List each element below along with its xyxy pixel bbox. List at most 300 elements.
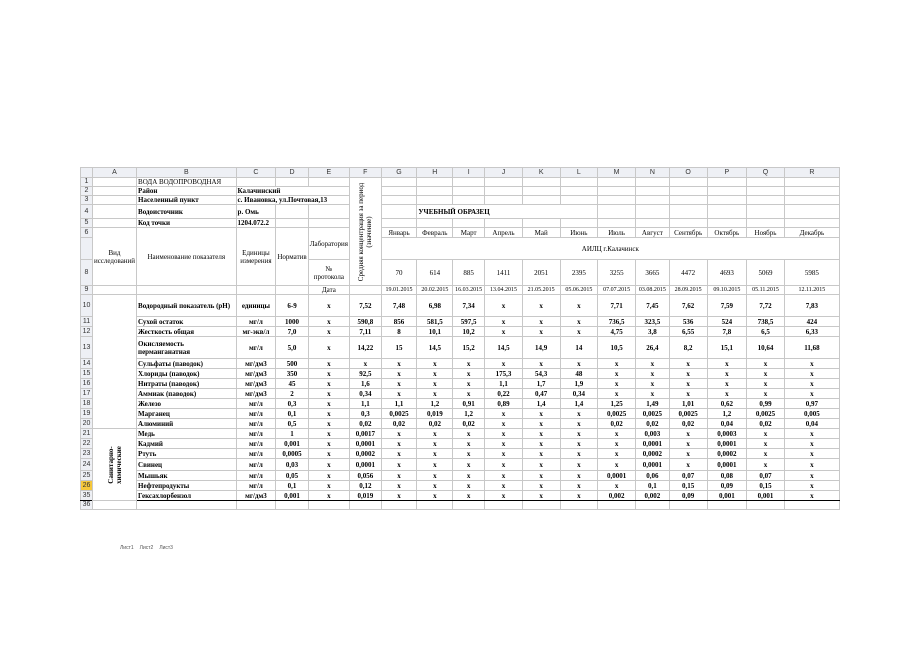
value-cell[interactable]: х — [417, 491, 453, 501]
row-header[interactable]: 22 — [81, 439, 93, 449]
norm-cell[interactable]: 0,05 — [276, 471, 308, 481]
value-cell[interactable]: 0,0001 — [598, 471, 636, 481]
value-cell[interactable]: 1,2 — [707, 409, 747, 419]
unit-cell[interactable]: мг-экв/л — [236, 327, 276, 337]
value-cell[interactable]: х — [560, 449, 598, 459]
value-cell[interactable]: 7,48 — [381, 295, 417, 317]
value-cell[interactable]: х — [560, 317, 598, 327]
value-cell[interactable]: х — [485, 471, 523, 481]
row-header[interactable]: 36 — [81, 501, 93, 510]
indicator-name[interactable]: Мышьяк — [137, 471, 237, 481]
lab-cell[interactable]: х — [308, 449, 349, 459]
value-cell[interactable]: 15,2 — [453, 337, 485, 359]
value-cell[interactable]: х — [784, 429, 839, 439]
column-header[interactable]: C — [236, 168, 276, 178]
value-cell[interactable]: 6,5 — [747, 327, 785, 337]
value-cell[interactable]: х — [784, 379, 839, 389]
value-cell[interactable]: 0,02 — [635, 419, 669, 429]
indicator-name[interactable]: Водородный показатель (pH) — [137, 295, 237, 317]
value-cell[interactable]: 0,0025 — [669, 409, 707, 419]
avg-cell[interactable]: 0,3 — [350, 409, 382, 419]
indicator-name[interactable]: Жесткость общая — [137, 327, 237, 337]
lab-cell[interactable]: х — [308, 389, 349, 399]
norm-cell[interactable]: 1 — [276, 429, 308, 439]
indicator-name[interactable]: Ртуть — [137, 449, 237, 459]
unit-cell[interactable]: мг/л — [236, 449, 276, 459]
value-cell[interactable]: 0,0001 — [635, 459, 669, 471]
avg-cell[interactable]: х — [350, 359, 382, 369]
value-cell[interactable]: х — [560, 429, 598, 439]
lab-cell[interactable]: х — [308, 369, 349, 379]
value-cell[interactable]: х — [417, 471, 453, 481]
row-header[interactable] — [81, 238, 93, 260]
value-cell[interactable]: х — [707, 389, 747, 399]
value-cell[interactable]: х — [560, 471, 598, 481]
indicator-name[interactable]: Нефтепродукты — [137, 481, 237, 491]
value-cell[interactable]: х — [747, 449, 785, 459]
value-cell[interactable]: х — [598, 439, 636, 449]
row-header[interactable]: 2 — [81, 187, 93, 196]
value-cell[interactable]: 0,02 — [598, 419, 636, 429]
value-cell[interactable]: 6,98 — [417, 295, 453, 317]
norm-cell[interactable]: 45 — [276, 379, 308, 389]
unit-cell[interactable]: мг/л — [236, 409, 276, 419]
norm-cell[interactable]: 350 — [276, 369, 308, 379]
column-header[interactable]: I — [453, 168, 485, 178]
value-cell[interactable]: 10,5 — [598, 337, 636, 359]
value-cell[interactable]: 1,2 — [453, 409, 485, 419]
value-cell[interactable]: х — [522, 295, 560, 317]
value-cell[interactable]: х — [669, 359, 707, 369]
value-cell[interactable]: х — [453, 481, 485, 491]
lab-cell[interactable]: х — [308, 327, 349, 337]
row-header[interactable]: 6 — [81, 228, 93, 238]
row-header[interactable]: 17 — [81, 389, 93, 399]
value-cell[interactable]: х — [598, 379, 636, 389]
norm-cell[interactable]: 500 — [276, 359, 308, 369]
value-cell[interactable]: 0,08 — [707, 471, 747, 481]
value-cell[interactable]: 14 — [560, 337, 598, 359]
value-cell[interactable]: 14,5 — [485, 337, 523, 359]
value-cell[interactable]: 7,62 — [669, 295, 707, 317]
value-cell[interactable]: 7,83 — [784, 295, 839, 317]
value-cell[interactable]: 0,09 — [669, 491, 707, 501]
column-header[interactable]: D — [276, 168, 308, 178]
value-cell[interactable]: 4,75 — [598, 327, 636, 337]
unit-cell[interactable]: мг/дм3 — [236, 491, 276, 501]
value-cell[interactable]: 0,001 — [707, 491, 747, 501]
value-cell[interactable]: х — [417, 369, 453, 379]
indicator-name[interactable]: Кадмий — [137, 439, 237, 449]
value-cell[interactable]: х — [560, 439, 598, 449]
indicator-name[interactable]: Гексахлорбензол — [137, 491, 237, 501]
value-cell[interactable]: 0,02 — [417, 419, 453, 429]
value-cell[interactable]: 0,0025 — [747, 409, 785, 419]
row-header[interactable]: 12 — [81, 327, 93, 337]
value-cell[interactable]: 524 — [707, 317, 747, 327]
value-cell[interactable]: 48 — [560, 369, 598, 379]
value-cell[interactable]: 1,25 — [598, 399, 636, 409]
row-header[interactable]: 21 — [81, 429, 93, 439]
value-cell[interactable]: х — [560, 481, 598, 491]
value-cell[interactable]: х — [669, 459, 707, 471]
value-cell[interactable]: х — [560, 409, 598, 419]
value-cell[interactable]: 0,04 — [707, 419, 747, 429]
column-header[interactable]: L — [560, 168, 598, 178]
value-cell[interactable]: х — [560, 295, 598, 317]
value-cell[interactable]: х — [485, 439, 523, 449]
value-cell[interactable]: х — [417, 459, 453, 471]
indicator-name[interactable]: Марганец — [137, 409, 237, 419]
value-cell[interactable]: 0,1 — [635, 481, 669, 491]
value-cell[interactable]: 536 — [669, 317, 707, 327]
value-cell[interactable]: х — [784, 491, 839, 501]
value-cell[interactable]: х — [669, 379, 707, 389]
value-cell[interactable]: 0,02 — [747, 419, 785, 429]
avg-cell[interactable]: 1,6 — [350, 379, 382, 389]
row-header[interactable]: 35 — [81, 491, 93, 501]
value-cell[interactable]: 1,49 — [635, 399, 669, 409]
value-cell[interactable]: 8 — [381, 327, 417, 337]
norm-cell[interactable]: 0,3 — [276, 399, 308, 409]
avg-cell[interactable]: 0,019 — [350, 491, 382, 501]
value-cell[interactable]: х — [381, 459, 417, 471]
value-cell[interactable]: х — [453, 359, 485, 369]
indicator-name[interactable]: Алюминий — [137, 419, 237, 429]
row-header[interactable]: 9 — [81, 286, 93, 295]
value-cell[interactable]: 10,64 — [747, 337, 785, 359]
value-cell[interactable]: х — [381, 369, 417, 379]
lab-cell[interactable]: х — [308, 399, 349, 409]
value-cell[interactable]: х — [747, 389, 785, 399]
value-cell[interactable]: х — [485, 449, 523, 459]
value-cell[interactable]: 6,33 — [784, 327, 839, 337]
value-cell[interactable]: 15,1 — [707, 337, 747, 359]
value-cell[interactable]: х — [522, 481, 560, 491]
avg-cell[interactable]: 0,0001 — [350, 459, 382, 471]
value-cell[interactable]: х — [784, 389, 839, 399]
column-header[interactable]: H — [417, 168, 453, 178]
value-cell[interactable]: х — [669, 449, 707, 459]
lab-cell[interactable]: х — [308, 459, 349, 471]
avg-cell[interactable]: 7,52 — [350, 295, 382, 317]
value-cell[interactable]: х — [707, 359, 747, 369]
row-header[interactable]: 18 — [81, 399, 93, 409]
value-cell[interactable]: х — [522, 459, 560, 471]
value-cell[interactable]: 7,8 — [707, 327, 747, 337]
value-cell[interactable]: х — [784, 481, 839, 491]
value-cell[interactable]: 0,97 — [784, 399, 839, 409]
value-cell[interactable]: х — [381, 481, 417, 491]
value-cell[interactable]: 0,002 — [598, 491, 636, 501]
column-header[interactable]: G — [381, 168, 417, 178]
value-cell[interactable]: 0,15 — [669, 481, 707, 491]
value-cell[interactable]: х — [485, 429, 523, 439]
value-cell[interactable]: х — [784, 449, 839, 459]
unit-cell[interactable]: мг/л — [236, 481, 276, 491]
value-cell[interactable]: 0,62 — [707, 399, 747, 409]
value-cell[interactable]: 0,001 — [747, 491, 785, 501]
norm-cell[interactable]: 0,0005 — [276, 449, 308, 459]
value-cell[interactable]: х — [417, 449, 453, 459]
column-header[interactable]: A — [92, 168, 136, 178]
column-header[interactable]: Q — [747, 168, 785, 178]
value-cell[interactable]: 14,5 — [417, 337, 453, 359]
value-cell[interactable]: х — [522, 449, 560, 459]
norm-cell[interactable]: 0,001 — [276, 439, 308, 449]
value-cell[interactable]: 0,47 — [522, 389, 560, 399]
value-cell[interactable]: х — [598, 389, 636, 399]
unit-cell[interactable]: мг/л — [236, 399, 276, 409]
row-header[interactable]: 26 — [81, 481, 93, 491]
value-cell[interactable]: 0,0003 — [707, 429, 747, 439]
value-cell[interactable]: х — [485, 419, 523, 429]
value-cell[interactable]: 0,02 — [381, 419, 417, 429]
value-cell[interactable]: х — [522, 419, 560, 429]
norm-cell[interactable]: 0,1 — [276, 481, 308, 491]
value-cell[interactable]: 856 — [381, 317, 417, 327]
row-header[interactable]: 4 — [81, 205, 93, 219]
indicator-name[interactable]: Свинец — [137, 459, 237, 471]
value-cell[interactable]: х — [598, 429, 636, 439]
value-cell[interactable]: 7,71 — [598, 295, 636, 317]
norm-cell[interactable]: 7,0 — [276, 327, 308, 337]
indicator-name[interactable]: Окисляемость перманганатная — [137, 337, 237, 359]
value-cell[interactable]: х — [635, 359, 669, 369]
value-cell[interactable]: х — [560, 491, 598, 501]
norm-cell[interactable]: 1000 — [276, 317, 308, 327]
value-cell[interactable]: 6,55 — [669, 327, 707, 337]
unit-cell[interactable]: мг/л — [236, 419, 276, 429]
lab-cell[interactable]: х — [308, 295, 349, 317]
lab-cell[interactable]: х — [308, 409, 349, 419]
unit-cell[interactable]: мг/л — [236, 429, 276, 439]
row-header[interactable]: 23 — [81, 449, 93, 459]
indicator-name[interactable]: Аммиак (паводок) — [137, 389, 237, 399]
value-cell[interactable]: х — [417, 429, 453, 439]
row-header[interactable]: 24 — [81, 459, 93, 471]
lab-cell[interactable]: х — [308, 337, 349, 359]
value-cell[interactable]: х — [417, 389, 453, 399]
value-cell[interactable]: х — [381, 429, 417, 439]
value-cell[interactable]: х — [784, 459, 839, 471]
value-cell[interactable]: х — [485, 317, 523, 327]
row-header[interactable]: 11 — [81, 317, 93, 327]
value-cell[interactable]: 0,02 — [453, 419, 485, 429]
lab-cell[interactable]: х — [308, 439, 349, 449]
value-cell[interactable]: х — [522, 439, 560, 449]
value-cell[interactable]: 0,0025 — [598, 409, 636, 419]
lab-cell[interactable]: х — [308, 491, 349, 501]
value-cell[interactable]: х — [485, 327, 523, 337]
indicator-name[interactable]: Хлориды (паводок) — [137, 369, 237, 379]
unit-cell[interactable]: единицы — [236, 295, 276, 317]
value-cell[interactable]: 0,07 — [747, 471, 785, 481]
value-cell[interactable]: 0,0001 — [707, 439, 747, 449]
value-cell[interactable]: 15 — [381, 337, 417, 359]
value-cell[interactable]: 10,2 — [453, 327, 485, 337]
value-cell[interactable]: 424 — [784, 317, 839, 327]
value-cell[interactable]: х — [747, 379, 785, 389]
value-cell[interactable]: х — [669, 429, 707, 439]
value-cell[interactable]: 0,99 — [747, 399, 785, 409]
column-header[interactable]: N — [635, 168, 669, 178]
value-cell[interactable]: 1,01 — [669, 399, 707, 409]
value-cell[interactable]: х — [417, 439, 453, 449]
norm-cell[interactable]: 6-9 — [276, 295, 308, 317]
norm-cell[interactable]: 5,0 — [276, 337, 308, 359]
value-cell[interactable]: 7,72 — [747, 295, 785, 317]
value-cell[interactable]: х — [560, 459, 598, 471]
value-cell[interactable]: х — [417, 359, 453, 369]
value-cell[interactable]: 7,45 — [635, 295, 669, 317]
value-cell[interactable]: 175,3 — [485, 369, 523, 379]
row-header[interactable]: 10 — [81, 295, 93, 317]
value-cell[interactable]: 0,04 — [784, 419, 839, 429]
value-cell[interactable]: 1,9 — [560, 379, 598, 389]
value-cell[interactable]: х — [485, 409, 523, 419]
value-cell[interactable]: 0,91 — [453, 399, 485, 409]
lab-cell[interactable]: х — [308, 359, 349, 369]
value-cell[interactable]: х — [381, 379, 417, 389]
value-cell[interactable]: х — [453, 449, 485, 459]
value-cell[interactable]: х — [560, 327, 598, 337]
value-cell[interactable]: 26,4 — [635, 337, 669, 359]
value-cell[interactable]: 1,2 — [417, 399, 453, 409]
avg-cell[interactable]: 590,8 — [350, 317, 382, 327]
value-cell[interactable]: х — [453, 429, 485, 439]
sheet-tab[interactable]: Лист3 — [159, 545, 173, 551]
value-cell[interactable]: х — [522, 491, 560, 501]
value-cell[interactable]: х — [598, 459, 636, 471]
lab-cell[interactable]: х — [308, 481, 349, 491]
value-cell[interactable]: 1,4 — [522, 399, 560, 409]
value-cell[interactable]: 0,89 — [485, 399, 523, 409]
avg-cell[interactable]: 0,02 — [350, 419, 382, 429]
unit-cell[interactable]: мг/дм3 — [236, 369, 276, 379]
value-cell[interactable]: х — [635, 369, 669, 379]
value-cell[interactable]: 0,34 — [560, 389, 598, 399]
value-cell[interactable]: 7,59 — [707, 295, 747, 317]
lab-cell[interactable]: х — [308, 471, 349, 481]
value-cell[interactable]: х — [669, 439, 707, 449]
value-cell[interactable]: х — [453, 471, 485, 481]
value-cell[interactable]: х — [707, 369, 747, 379]
value-cell[interactable]: х — [747, 459, 785, 471]
select-all-corner[interactable] — [81, 168, 93, 178]
value-cell[interactable]: х — [522, 429, 560, 439]
spreadsheet[interactable] — [80, 167, 840, 553]
value-cell[interactable]: х — [598, 449, 636, 459]
avg-cell[interactable]: 7,11 — [350, 327, 382, 337]
row-header[interactable]: 1 — [81, 178, 93, 187]
value-cell[interactable]: х — [453, 379, 485, 389]
value-cell[interactable]: х — [747, 439, 785, 449]
row-header[interactable]: 8 — [81, 260, 93, 286]
indicator-name[interactable]: Нитраты (паводок) — [137, 379, 237, 389]
value-cell[interactable]: 0,0001 — [707, 459, 747, 471]
column-header[interactable]: F — [350, 168, 382, 178]
value-cell[interactable]: х — [485, 459, 523, 471]
value-cell[interactable]: х — [417, 481, 453, 491]
value-cell[interactable]: 11,68 — [784, 337, 839, 359]
unit-cell[interactable]: мг/л — [236, 439, 276, 449]
avg-cell[interactable]: 14,22 — [350, 337, 382, 359]
sheet-tab[interactable]: Лист2 — [139, 545, 154, 551]
value-cell[interactable]: 0,0025 — [381, 409, 417, 419]
avg-cell[interactable]: 0,0017 — [350, 429, 382, 439]
value-cell[interactable]: х — [417, 379, 453, 389]
value-cell[interactable]: х — [707, 379, 747, 389]
unit-cell[interactable]: мг/дм3 — [236, 389, 276, 399]
value-cell[interactable]: х — [747, 429, 785, 439]
value-cell[interactable]: 581,5 — [417, 317, 453, 327]
indicator-name[interactable]: Сухой остаток — [137, 317, 237, 327]
value-cell[interactable]: х — [381, 359, 417, 369]
value-cell[interactable]: х — [669, 389, 707, 399]
lab-cell[interactable]: х — [308, 429, 349, 439]
value-cell[interactable]: х — [784, 369, 839, 379]
avg-cell[interactable]: 0,34 — [350, 389, 382, 399]
column-header[interactable]: E — [308, 168, 349, 178]
row-header[interactable]: 15 — [81, 369, 93, 379]
value-cell[interactable]: х — [485, 491, 523, 501]
value-cell[interactable]: 597,5 — [453, 317, 485, 327]
norm-cell[interactable]: 0,1 — [276, 409, 308, 419]
unit-cell[interactable]: мг/л — [236, 459, 276, 471]
avg-cell[interactable]: 0,056 — [350, 471, 382, 481]
value-cell[interactable]: 738,5 — [747, 317, 785, 327]
value-cell[interactable]: х — [784, 359, 839, 369]
column-header[interactable]: J — [485, 168, 523, 178]
row-header[interactable]: 5 — [81, 219, 93, 228]
row-header[interactable]: 25 — [81, 471, 93, 481]
unit-cell[interactable]: мг/л — [236, 317, 276, 327]
value-cell[interactable]: х — [485, 481, 523, 491]
avg-cell[interactable]: 0,12 — [350, 481, 382, 491]
norm-cell[interactable]: 2 — [276, 389, 308, 399]
value-cell[interactable]: 1,1 — [485, 379, 523, 389]
value-cell[interactable]: 0,22 — [485, 389, 523, 399]
value-cell[interactable]: х — [381, 471, 417, 481]
unit-cell[interactable]: мг/дм3 — [236, 359, 276, 369]
value-cell[interactable]: х — [381, 491, 417, 501]
value-cell[interactable]: 54,3 — [522, 369, 560, 379]
value-cell[interactable]: х — [453, 369, 485, 379]
value-cell[interactable]: х — [560, 419, 598, 429]
column-header[interactable]: M — [598, 168, 636, 178]
value-cell[interactable]: 736,5 — [598, 317, 636, 327]
value-cell[interactable]: 8,2 — [669, 337, 707, 359]
value-cell[interactable]: х — [381, 389, 417, 399]
norm-cell[interactable]: 0,5 — [276, 419, 308, 429]
value-cell[interactable]: 0,019 — [417, 409, 453, 419]
value-cell[interactable]: 0,0002 — [635, 449, 669, 459]
avg-cell[interactable]: 92,5 — [350, 369, 382, 379]
row-header[interactable]: 13 — [81, 337, 93, 359]
value-cell[interactable]: 3,8 — [635, 327, 669, 337]
column-header[interactable]: K — [522, 168, 560, 178]
indicator-name[interactable]: Железо — [137, 399, 237, 409]
row-header[interactable]: 20 — [81, 419, 93, 429]
value-cell[interactable]: х — [747, 369, 785, 379]
value-cell[interactable]: х — [522, 317, 560, 327]
value-cell[interactable]: 14,9 — [522, 337, 560, 359]
sheet-tab[interactable]: Лист1 — [120, 545, 134, 551]
unit-cell[interactable]: мг/л — [236, 471, 276, 481]
lab-cell[interactable]: х — [308, 419, 349, 429]
value-cell[interactable]: х — [635, 389, 669, 399]
